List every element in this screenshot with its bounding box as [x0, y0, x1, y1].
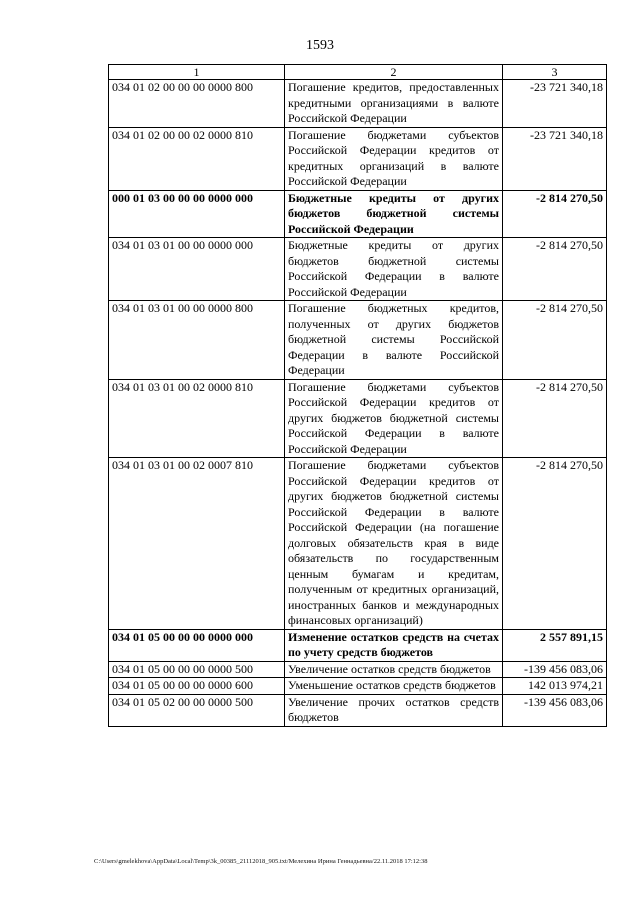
budget-code: 034 01 03 01 00 00 0000 800 [109, 301, 285, 380]
table-row [109, 678, 607, 695]
table-row [109, 301, 607, 380]
table-row [109, 661, 607, 678]
budget-sources-table [108, 64, 607, 727]
table-body [109, 65, 607, 727]
budget-code: 034 01 05 00 00 00 0000 600 [109, 678, 285, 695]
table-row [109, 458, 607, 630]
budget-code: 034 01 02 00 00 02 0000 810 [109, 127, 285, 190]
row-description: Увеличение прочих остатков средств бюджетов [285, 694, 503, 726]
file-path-footer: C:\Users\gmelekhova\AppData\Local\Temp\3k_00385_21112018_905.txt/Мелехина Ирина Геннадьевна/22.11.2018 17:12:38 [94, 858, 428, 865]
row-amount: -2 814 270,50 [503, 238, 607, 301]
table-row [109, 694, 607, 726]
row-amount: 142 013 974,21 [503, 678, 607, 695]
row-amount: -23 721 340,18 [503, 80, 607, 128]
budget-code: 034 01 03 01 00 02 0000 810 [109, 379, 285, 458]
table-row-subtotal [109, 629, 607, 661]
row-description: Погашение бюджетами субъектов Российской Федерации кредитов от кредитных организаций в валюте Российской Федерации [285, 127, 503, 190]
row-description: Бюджетные кредиты от других бюджетов бюджетной системы Российской Федерации [285, 190, 503, 238]
row-amount: -23 721 340,18 [503, 127, 607, 190]
row-amount: -139 456 083,06 [503, 661, 607, 678]
table-row [109, 238, 607, 301]
budget-code: 034 01 05 00 00 00 0000 000 [109, 629, 285, 661]
budget-code: 034 01 05 02 00 00 0000 500 [109, 694, 285, 726]
budget-code: 034 01 03 01 00 02 0007 810 [109, 458, 285, 630]
row-description: Уменьшение остатков средств бюджетов [285, 678, 503, 695]
row-amount: 2 557 891,15 [503, 629, 607, 661]
table-row [109, 80, 607, 128]
column-header: 1 [109, 65, 285, 80]
budget-code: 034 01 02 00 00 00 0000 800 [109, 80, 285, 128]
row-description: Погашение кредитов, предоставленных кредитными организациями в валюте Российской Федерации [285, 80, 503, 128]
row-amount: -2 814 270,50 [503, 379, 607, 458]
budget-code: 034 01 05 00 00 00 0000 500 [109, 661, 285, 678]
row-description: Бюджетные кредиты от других бюджетов бюджетной системы Российской Федерации в валюте Российской Федерации [285, 238, 503, 301]
table-row [109, 127, 607, 190]
column-header: 2 [285, 65, 503, 80]
table-row [109, 379, 607, 458]
budget-code: 000 01 03 00 00 00 0000 000 [109, 190, 285, 238]
table-row-subtotal [109, 190, 607, 238]
page-number: 1593 [306, 38, 334, 53]
row-amount: -139 456 083,06 [503, 694, 607, 726]
row-amount: -2 814 270,50 [503, 301, 607, 380]
row-description: Погашение бюджетами субъектов Российской Федерации кредитов от других бюджетов бюджетной системы Российской Федерации в валюте Российской Федерации (на погашение долговых обязательств края в виде обязательств по государственным ценным бумагам и кредитам, полученным от кредитных организаций, иностранных банков и международных финансовых организаций) [285, 458, 503, 630]
column-header: 3 [503, 65, 607, 80]
row-description: Изменение остатков средств на счетах по учету средств бюджетов [285, 629, 503, 661]
row-description: Погашение бюджетных кредитов, полученных от других бюджетов бюджетной системы Российской Федерации в валюте Российской Федерации [285, 301, 503, 380]
row-amount: -2 814 270,50 [503, 190, 607, 238]
budget-code: 034 01 03 01 00 00 0000 000 [109, 238, 285, 301]
table-header-row [109, 65, 607, 80]
row-description: Увеличение остатков средств бюджетов [285, 661, 503, 678]
row-amount: -2 814 270,50 [503, 458, 607, 630]
row-description: Погашение бюджетами субъектов Российской Федерации кредитов от других бюджетов бюджетной системы Российской Федерации в валюте Российской Федерации [285, 379, 503, 458]
